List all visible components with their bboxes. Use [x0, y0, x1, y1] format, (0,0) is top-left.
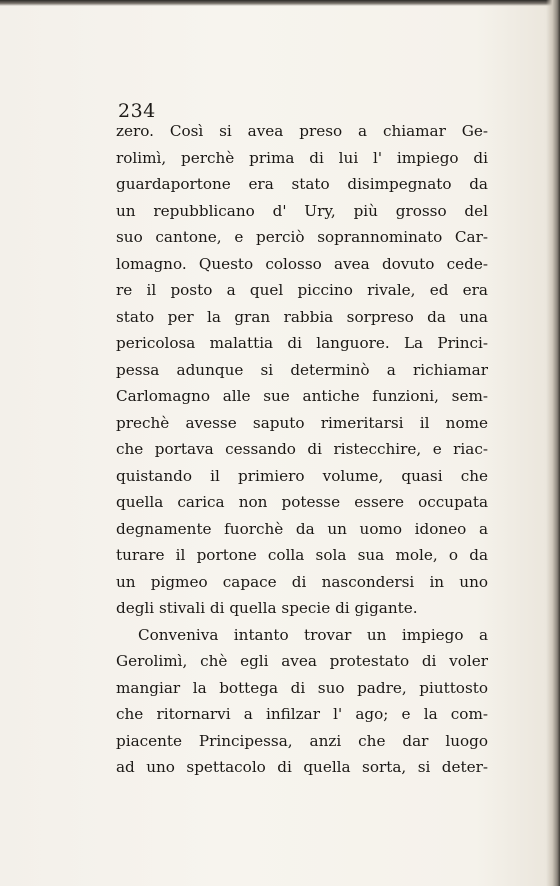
text-line: guardaportone era stato disimpegnato da — [116, 175, 488, 193]
text-line: che portava cessando di ristecchire, e riac- — [116, 440, 488, 458]
text-line: un repubblicano d' Ury, più grosso del — [116, 201, 488, 220]
text-line: stato per la gran rabbia sorpreso da una — [116, 307, 488, 326]
page-binding-shadow — [546, 0, 560, 886]
text-line: quistando il primiero volume, quasi che — [116, 466, 488, 485]
text-line: rolimì, perchè prima di lui l' impiego di — [116, 148, 488, 167]
text-line: piacente Principessa, anzi che dar luogo — [116, 731, 488, 750]
body-text — [116, 118, 488, 781]
text-line: quella carica non potesse essere occupata — [116, 493, 488, 511]
paragraph-last-line: degli stivali di quella specie di gigante. — [116, 599, 418, 617]
text-line: Carlomagno alle sue antiche funzioni, sem- — [116, 387, 488, 405]
text-line: pessa adunque si determinò a richiamar — [116, 360, 488, 379]
text-line: re il posto a quel piccino rivale, ed era — [116, 281, 488, 299]
text-line: suo cantone, e perciò soprannominato Car- — [116, 228, 488, 246]
text-line: turare il portone colla sola sua mole, o da — [116, 546, 488, 564]
paragraph-first-line: Conveniva intanto trovar un impiego a — [138, 625, 488, 644]
page-number: 234 — [118, 100, 156, 122]
text-line: Gerolimì, chè egli avea protestato di voler — [116, 652, 488, 670]
page-top-edge — [0, 0, 560, 6]
text-line: mangiar la bottega di suo padre, piuttosto — [116, 678, 488, 697]
text-line: zero. Così si avea preso a chiamar Ge- — [116, 122, 488, 140]
text-line: ad uno spettacolo di quella sorta, si deter- — [116, 758, 488, 776]
text-line: che ritornarvi a infilzar l' ago; e la com- — [116, 705, 488, 723]
text-line: degnamente fuorchè da un uomo idoneo a — [116, 519, 488, 538]
text-line: prechè avesse saputo rimeritarsi il nome — [116, 413, 488, 432]
text-line: lomagno. Questo colosso avea dovuto cede- — [116, 254, 488, 273]
text-line: pericolosa malattia di languore. La Princi- — [116, 334, 488, 352]
text-line: un pigmeo capace di nascondersi in uno — [116, 572, 488, 591]
